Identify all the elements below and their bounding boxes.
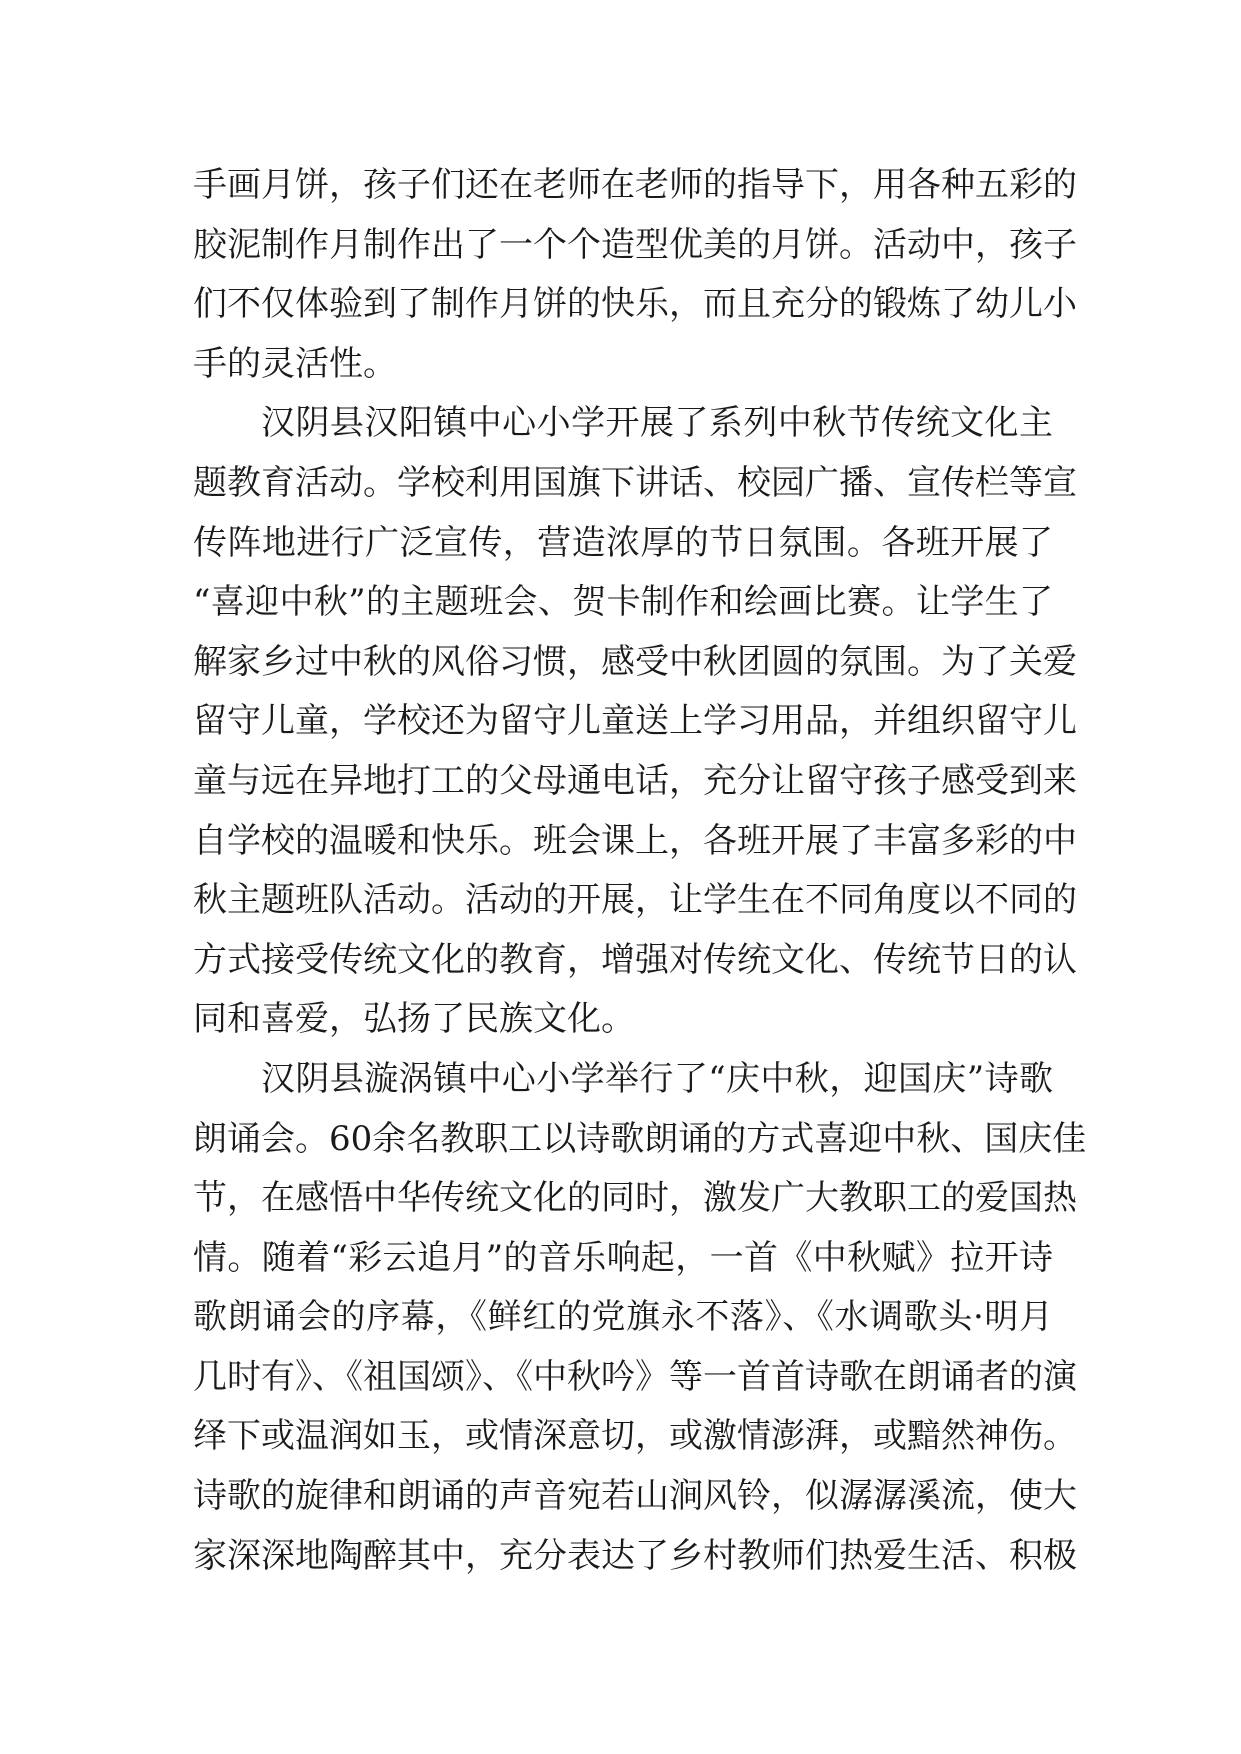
text-line: 绎下或温润如玉，或情深意切，或激情澎湃，或黯然神伤。 [193, 1416, 1077, 1457]
text-line: 情。随着“彩云追月”的音乐响起，一首《中秋赋》拉开诗 [193, 1237, 1053, 1278]
text-line: 汉阴县汉阳镇中心小学开展了系列中秋节传统文化主 [261, 403, 1053, 444]
text-line: 同和喜爱，弘扬了民族文化。 [193, 999, 635, 1040]
text-line: 几时有》、《祖国颂》、《中秋吟》等一首首诗歌在朗诵者的演 [193, 1356, 1077, 1397]
text-line: 解家乡过中秋的风俗习惯，感受中秋团圆的氛围。为了关爱 [193, 641, 1077, 682]
text-line: “喜迎中秋”的主题班会、贺卡制作和绘画比赛。让学生了 [193, 582, 1053, 623]
paragraph-1 [193, 156, 1077, 394]
text-line: 手的灵活性。 [193, 343, 397, 384]
text-line: 家深深地陶醉其中，充分表达了乡村教师们热爱生活、积极 [193, 1535, 1077, 1576]
text-line: 胶泥制作月制作出了一个个造型优美的月饼。活动中，孩子 [193, 224, 1077, 265]
paragraph-3 [193, 1050, 1087, 1586]
text-line: 节，在感悟中华传统文化的同时，激发广大教职工的爱国热 [193, 1178, 1077, 1219]
text-line: 自学校的温暖和快乐。班会课上，各班开展了丰富多彩的中 [193, 820, 1077, 861]
text-line: 留守儿童，学校还为留守儿童送上学习用品，并组织留守儿 [193, 701, 1077, 742]
text-line: 方式接受传统文化的教育，增强对传统文化、传统节日的认 [193, 939, 1077, 980]
text-line: 们不仅体验到了制作月饼的快乐，而且充分的锻炼了幼儿小 [193, 284, 1077, 325]
text-line: 秋主题班队活动。活动的开展，让学生在不同角度以不同的 [193, 880, 1077, 921]
text-line: 传阵地进行广泛宣传，营造浓厚的节日氛围。各班开展了 [193, 522, 1053, 563]
text-line: 手画月饼，孩子们还在老师在老师的指导下，用各种五彩的 [193, 165, 1077, 205]
text-line: 题教育活动。学校利用国旗下讲话、校园广播、宣传栏等宣 [193, 462, 1077, 503]
text-line: 汉阴县漩涡镇中心小学举行了“庆中秋，迎国庆”诗歌 [261, 1058, 1053, 1099]
text-line: 朗诵会。60余名教职工以诗歌朗诵的方式喜迎中秋、国庆佳 [193, 1118, 1087, 1159]
text-line: 诗歌的旋律和朗诵的声音宛若山涧风铃，似潺潺溪流，使大 [193, 1476, 1077, 1517]
document-body [193, 156, 1087, 1586]
paragraph-2 [193, 394, 1077, 1050]
text-line: 歌朗诵会的序幕，《鲜红的党旗永不落》、《水调歌头·明月 [193, 1297, 1053, 1338]
text-line: 童与远在异地打工的父母通电话，充分让留守孩子感受到来 [193, 760, 1077, 801]
